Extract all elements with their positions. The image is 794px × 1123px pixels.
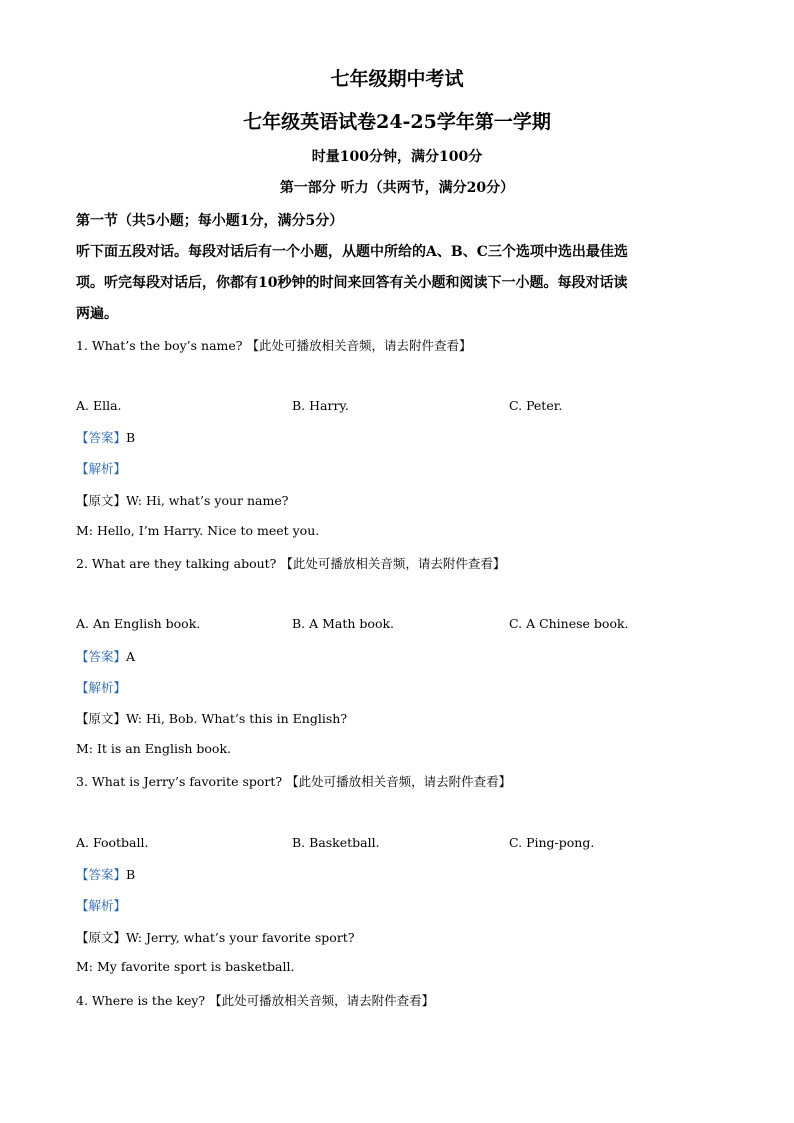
transcript-line <box>76 709 347 727</box>
original-tag: 【原文】 <box>76 493 127 508</box>
original-tag: 【原文】 <box>76 711 127 726</box>
audio-note[interactable]: 【此处可播放相关音频，请去附件查看】 <box>286 774 512 789</box>
answer-tag: 【答案】 <box>76 430 127 445</box>
option-b: B. Harry. <box>292 398 349 413</box>
instruction-line: 项。听完每段对话后，你都有10秒钟的时间来回答有关小题和阅读下一小题。每段对话读 <box>76 275 628 291</box>
transcript-line: M: It is an English book. <box>76 741 231 756</box>
option-c: C. Ping-pong. <box>509 835 595 850</box>
answer-line <box>76 865 135 883</box>
answer-tag: 【答案】 <box>76 649 127 664</box>
question-4 <box>76 991 434 1009</box>
option-a: A. Ella. <box>76 398 122 413</box>
option-a: A. Football. <box>76 835 149 850</box>
answer-tag: 【答案】 <box>76 867 127 882</box>
question-1 <box>76 336 472 354</box>
transcript-line <box>76 491 288 509</box>
transcript-line: M: My favorite sport is basketball. <box>76 959 295 974</box>
audio-note[interactable]: 【此处可播放相关音频，请去附件查看】 <box>280 556 506 571</box>
exam-subtitle: 七年级英语试卷24-25学年第一学期 <box>243 111 551 133</box>
transcript-text: W: Hi, Bob. What’s this in English? <box>126 711 348 726</box>
instruction-line: 两遍。 <box>76 306 118 322</box>
page-title: 七年级期中考试 <box>330 68 464 90</box>
answer-value: B <box>126 430 136 445</box>
transcript-text: W: Hi, what’s your name? <box>126 493 289 508</box>
answer-line <box>76 428 135 446</box>
question-stem: 3. What is Jerry’s favorite sport? <box>76 774 283 789</box>
analysis-tag: 【解析】 <box>76 680 127 695</box>
original-tag: 【原文】 <box>76 930 127 945</box>
audio-note[interactable]: 【此处可播放相关音频，请去附件查看】 <box>246 338 472 353</box>
question-stem: 4. Where is the key? <box>76 993 206 1008</box>
option-b: B. A Math book. <box>292 616 395 631</box>
option-b: B. Basketball. <box>292 835 380 850</box>
part-heading: 第一部分 听力（共两节，满分20分） <box>279 180 515 196</box>
analysis-tag: 【解析】 <box>76 898 127 913</box>
answer-value: B <box>126 867 136 882</box>
transcript-line: M: Hello, I’m Harry. Nice to meet you. <box>76 523 320 538</box>
analysis-tag: 【解析】 <box>76 461 127 476</box>
transcript-text: W: Jerry, what’s your favorite sport? <box>126 930 355 945</box>
question-stem: 2. What are they talking about? <box>76 556 277 571</box>
question-3 <box>76 772 511 790</box>
answer-value: A <box>126 649 136 664</box>
option-a: A. An English book. <box>76 616 201 631</box>
audio-note[interactable]: 【此处可播放相关音频，请去附件查看】 <box>209 993 435 1008</box>
transcript-line <box>76 928 355 946</box>
option-c: C. A Chinese book. <box>509 616 629 631</box>
section-heading: 第一节（共5小题；每小题1分，满分5分） <box>76 213 344 229</box>
option-c: C. Peter. <box>509 398 563 413</box>
time-info: 时量100分钟，满分100分 <box>311 149 483 165</box>
instruction-line: 听下面五段对话。每段对话后有一个小题，从题中所给的A、B、C三个选项中选出最佳选 <box>76 244 628 260</box>
answer-line <box>76 647 135 665</box>
question-2 <box>76 554 505 572</box>
question-stem: 1. What’s the boy’s name? <box>76 338 243 353</box>
